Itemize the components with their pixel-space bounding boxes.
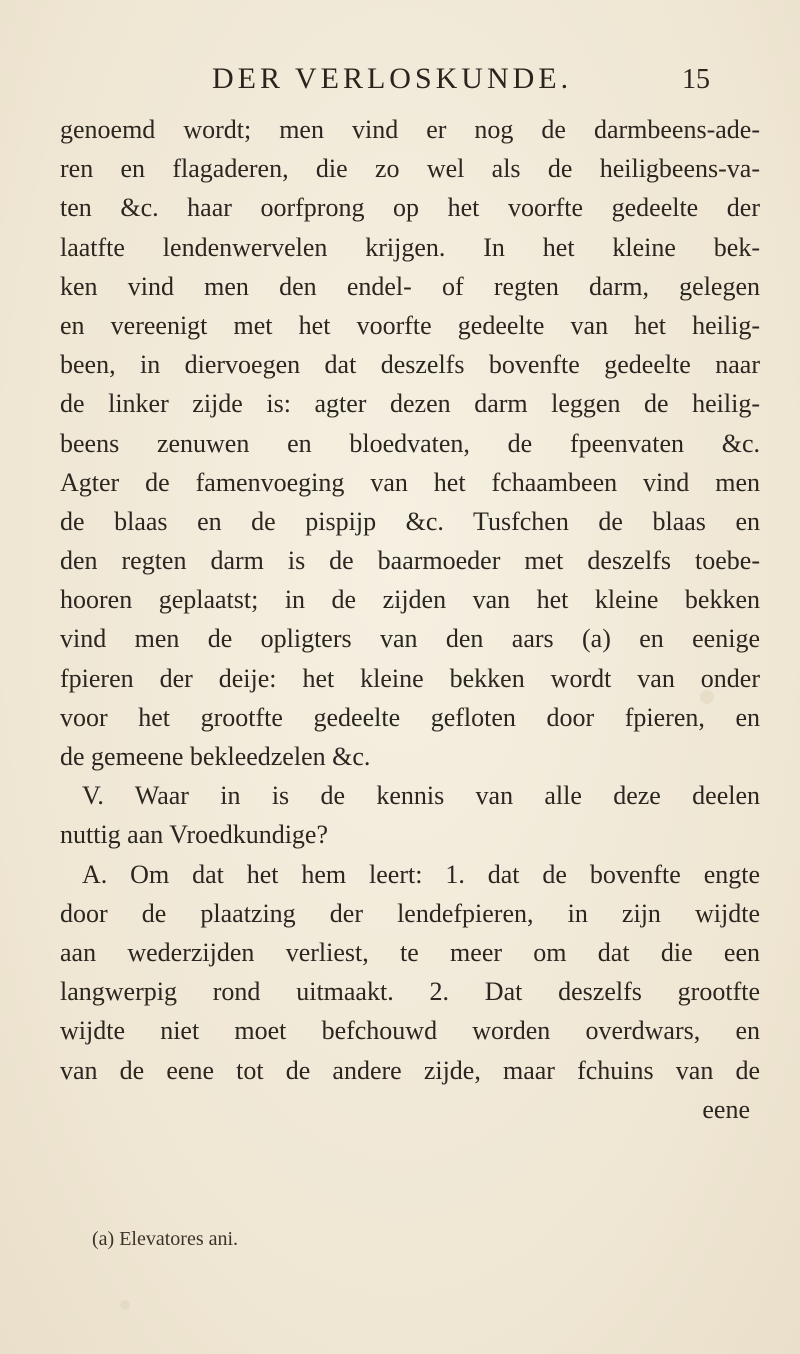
text-line: voor het grootfte gedeelte gefloten door fpieren, en xyxy=(60,702,760,732)
text-line: laatfte lendenwervelen krijgen. In het kleine bek- xyxy=(60,232,760,262)
text-line: en vereenigt met het voorfte gedeelte van het heilig- xyxy=(60,310,760,340)
text-line: Agter de famenvoeging van het fchaambeen vind men xyxy=(60,467,760,497)
text-line: de gemeene bekleedzelen &c. xyxy=(60,742,371,771)
text-line: ken vind men den endel- of regten darm, gelegen xyxy=(60,271,760,301)
text-line: beens zenuwen en bloedvaten, de fpeenvaten &c. xyxy=(60,428,760,458)
question-line: V. Waar in is de kennis van alle deze deelen xyxy=(82,781,760,811)
catchword: eene xyxy=(702,1094,750,1124)
text-line: ren en flagaderen, die zo wel als de heiligbeens-va- xyxy=(60,154,760,184)
text-line: wijdte niet moet befchouwd worden overdwars, en xyxy=(60,1016,760,1046)
running-title: DER VERLOSKUNDE. xyxy=(212,62,573,95)
text-line: nuttig aan Vroedkundige? xyxy=(60,820,328,850)
text-line: hooren geplaatst; in de zijden van het kleine bekken xyxy=(60,585,760,615)
text-line: genoemd wordt; men vind er nog de darmbeens-ade- xyxy=(60,115,760,144)
body-text xyxy=(60,110,760,1129)
footnote: (a) Elevatores ani. xyxy=(92,1228,239,1250)
page-header xyxy=(0,62,800,102)
text-line: been, in diervoegen dat deszelfs bovenfte gedeelte naar xyxy=(60,350,760,380)
text-line: ten &c. haar oorfprong op het voorfte gedeelte der xyxy=(60,193,760,223)
text-line: fpieren der deije: het kleine bekken wordt van onder xyxy=(60,663,760,693)
answer-line: A. Om dat het hem leert: 1. dat de bovenfte engte xyxy=(82,859,760,889)
text-line: de linker zijde is: agter dezen darm leggen de heilig- xyxy=(60,389,760,419)
paper-stain xyxy=(120,1300,130,1310)
text-line: den regten darm is de baarmoeder met deszelfs toebe- xyxy=(60,546,760,576)
text-line: de blaas en de pispijp &c. Tusfchen de blaas en xyxy=(60,506,760,536)
text-line: van de eene tot de andere zijde, maar fchuins van de xyxy=(60,1055,760,1085)
text-line: langwerpig rond uitmaakt. 2. Dat deszelfs grootfte xyxy=(60,977,760,1007)
text-line: vind men de opligters van den aars (a) en eenige xyxy=(60,624,760,654)
text-line: door de plaatzing der lendefpieren, in zijn wijdte xyxy=(60,898,760,928)
page-number: 15 xyxy=(682,64,710,95)
text-line: aan wederzijden verliest, te meer om dat die een xyxy=(60,937,760,967)
